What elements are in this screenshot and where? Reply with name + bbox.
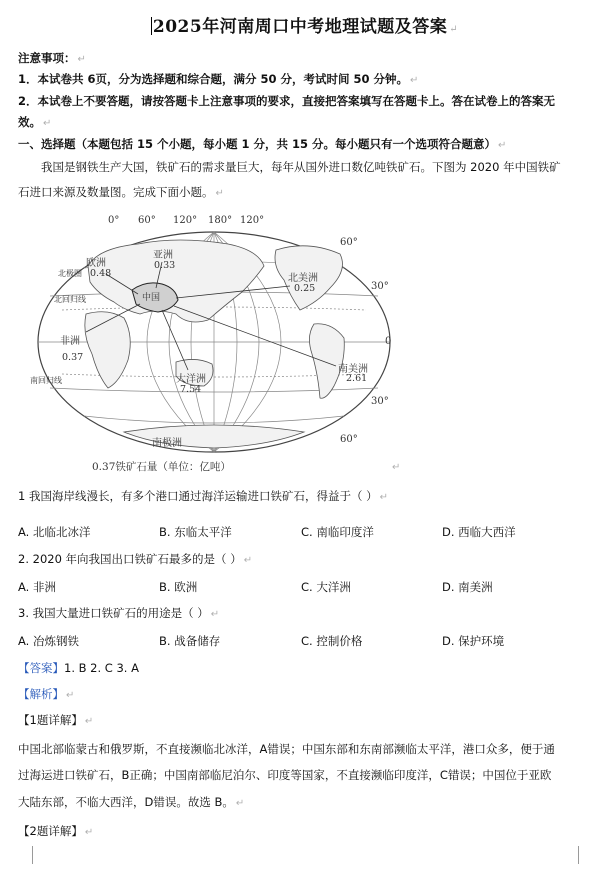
option-b[interactable]: B. 东临太平洋 [159,525,232,539]
crop-mark-bottom-left [14,846,33,864]
paragraph-mark-icon: ↵ [243,555,253,566]
q1-analysis-heading: 【1题详解】 ↵ [18,713,94,727]
question-3-stem: 3. 我国大量进口铁矿石的用途是（ ） ↵ [18,606,220,620]
tropic-capricorn-label: 南回归线 [30,376,62,385]
lat-label: 60° [340,237,358,248]
notice-item-1: 1．本试卷共 6页，分为选择题和综合题，满分 50 分，考试时间 50 分钟。 ↵ [18,72,419,86]
section-heading: 一、选择题（本题包括 15 个小题，每小题 1 分，共 15 分。每小题只有一个选项符合题意） ↵ [18,137,507,151]
question-2-stem: 2. 2020 年向我国出口铁矿石最多的是（ ） ↵ [18,552,253,566]
region-north-america: 北美洲 [288,273,318,284]
paragraph-mark-icon: ↵ [215,188,224,199]
map-caption: 0.37铁矿石量（单位：亿吨） [92,461,231,473]
value-asia: 0.33 [154,260,176,271]
value-south-america: 2.61 [346,373,368,384]
paragraph-mark-icon: ↵ [84,827,94,838]
answer-text: 1. B 2. C 3. A [64,661,139,675]
paragraph-mark-icon: ↵ [66,690,75,701]
option-c[interactable]: C. 南临印度洋 [301,525,374,539]
analysis-tag: 【解析】 [18,687,64,701]
intro-paragraph-line-2: 石进口来源及数量图。完成下面小题。 ↵ [18,185,224,199]
lon-label: 120° [173,215,198,226]
lat-label: 0 [385,336,392,347]
lon-label: 60° [138,215,156,226]
paragraph-mark-icon: ↵ [84,716,94,727]
region-antarctica: 南极洲 [152,438,182,449]
text-cursor [151,17,152,35]
value-europe: 0.48 [90,268,112,279]
notice-item-2: 2．本试卷上不要答题，请按答题卡上注意事项的要求，直接把答案填写在答题卡上。答在试卷上的答案无 [18,94,555,108]
lat-label: 30° [371,281,389,292]
paragraph-mark-icon: ↵ [210,609,220,620]
crop-mark-bottom-right [578,846,597,864]
lat-label: 30° [371,396,389,407]
iron-ore-import-map [28,210,400,460]
region-china: 中国 [142,293,161,303]
paragraph-mark-icon: ↵ [235,798,245,809]
arctic-circle-label: 北极圈 [58,269,82,278]
q1-analysis-line-2: 过海运进口铁矿石，B正确；中国南部临尼泊尔、印度等国家，不直接濒临印度洋，C错误；中国位于亚欧 [18,768,552,782]
analysis-tag-line [18,686,593,704]
question-1-stem: 1 我国海岸线漫长，有多个港口通过海洋运输进口铁矿石，得益于（ ） ↵ [18,489,389,503]
region-africa: 非洲 [60,336,80,347]
answer-line [18,660,593,676]
option-c[interactable]: C. 大洋洲 [301,580,351,594]
paragraph-mark-icon: ↵ [77,54,86,65]
value-north-america: 0.25 [294,283,316,294]
notice-heading: 注意事项： ↵ [18,51,86,65]
q1-analysis-line-3: 大陆东部，不临大西洋，D错误。故选 B。 ↵ [18,795,245,809]
paragraph-mark-icon: ↵ [43,118,52,129]
question-2-options [18,579,590,595]
paragraph-mark-icon: ↵ [410,75,419,86]
q1-analysis-line-1: 中国北部临蒙古和俄罗斯，不直接濒临北冰洋，A错误；中国东部和东南部濒临太平洋，港口众多，便于通 [18,742,555,756]
question-1-options [18,524,590,540]
tropic-cancer-label: 北回归线 [54,295,86,304]
region-asia: 亚洲 [153,250,173,261]
option-b[interactable]: B. 战备储存 [159,634,221,648]
q2-analysis-heading: 【2题详解】 ↵ [18,824,94,838]
title-text: 2025年河南周口中考地理试题及答案 [152,17,448,37]
option-d[interactable]: D. 保护环境 [442,634,505,648]
value-africa: 0.37 [62,352,84,363]
value-oceania: 7.54 [180,384,202,395]
lon-label: 120° [240,215,265,226]
lat-label: 60° [340,434,358,445]
document-title[interactable] [0,12,609,37]
region-europe: 欧洲 [86,258,106,269]
option-a[interactable]: A. 非洲 [18,580,56,594]
paragraph-mark-icon: ↵ [449,24,459,35]
notice-item-2-cont: 效。 ↵ [18,115,52,129]
option-a[interactable]: A. 北临北冰洋 [18,525,91,539]
answer-tag: 【答案】 [18,661,64,675]
intro-paragraph-line-1: 我国是钢铁生产大国，铁矿石的需求量巨大，每年从国外进口数亿吨铁矿石。下图为 2020 年中国铁矿 [41,160,561,174]
paragraph-mark-icon: ↵ [392,462,401,473]
option-d[interactable]: D. 西临大西洋 [442,525,516,539]
option-a[interactable]: A. 冶炼钢铁 [18,634,79,648]
option-b[interactable]: B. 欧洲 [159,580,198,594]
lon-label: 180° [208,215,233,226]
region-south-america: 南美洲 [338,364,368,375]
region-oceania: 大洋洲 [176,374,206,385]
option-c[interactable]: C. 控制价格 [301,634,363,648]
option-d[interactable]: D. 南美洲 [442,580,493,594]
paragraph-mark-icon: ↵ [379,492,389,503]
paragraph-mark-icon: ↵ [498,140,507,151]
lon-label: 0° [108,215,120,226]
question-3-options [18,633,590,649]
